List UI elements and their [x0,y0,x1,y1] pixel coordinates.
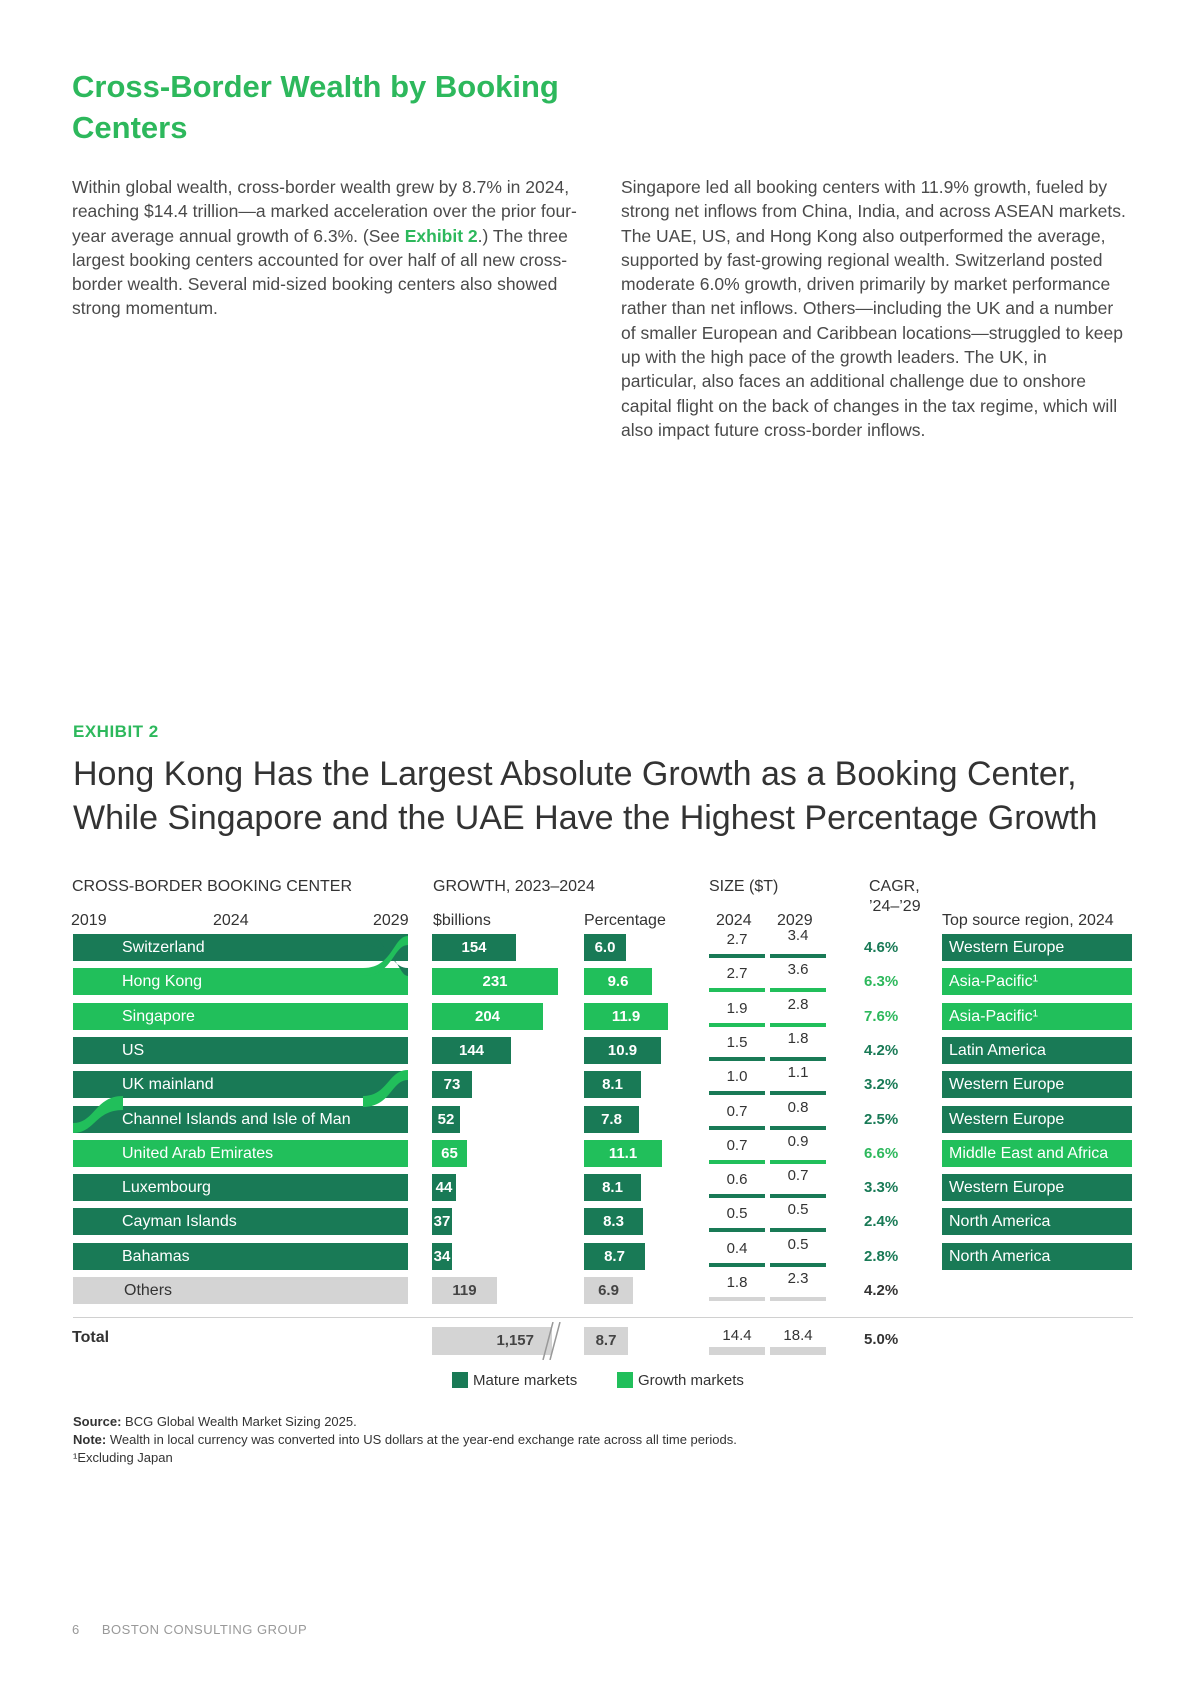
size-2029-bar-hong-kong [770,988,826,992]
size-2029-bahamas: 0.5 [787,1236,809,1253]
growth-billions-bar-hong-kong: 231 [432,968,558,995]
growth-percentage-bar-united-arab-emirates: 11.1 [584,1140,662,1167]
size-2029-bar-channel-islands-and-isle-of-man [770,1126,826,1130]
size-2024-united-arab-emirates: 0.7 [726,1137,748,1154]
cagr-others: 4.2% [864,1282,899,1299]
legend-mature-label: Mature markets [473,1372,578,1389]
exhibit-title: Hong Kong Has the Largest Absolute Growth as a Booking Center, While Singapore and the UAE Have the Highest Percentage Growth [73,755,1098,837]
size-2029-others: 2.3 [787,1270,809,1287]
cagr-us: 4.2% [864,1042,899,1059]
source-region-subheader: Top source region, 2024 [942,912,1114,929]
cagr-switzerland: 4.6% [864,939,899,956]
size-2029-hong-kong: 3.6 [787,961,809,978]
cagr-hong-kong: 6.3% [864,973,899,990]
size-2029-bar-luxembourg [770,1194,826,1198]
center-label-singapore: Singapore [122,1008,195,1025]
growth-percentage-bar-bahamas: 8.7 [584,1243,645,1270]
total-size-2024-bar [709,1347,765,1355]
source-notes [73,1413,737,1467]
center-label-luxembourg: Luxembourg [122,1179,211,1196]
page-number: 6 [72,1622,80,1637]
intro-paragraph [72,175,577,321]
publisher-name: BOSTON CONSULTING GROUP [101,1622,308,1637]
size-2029-singapore: 2.8 [787,996,809,1013]
size-2024-channel-islands-and-isle-of-man: 0.7 [726,1103,748,1120]
center-label-channel-islands-and-isle-of-man: Channel Islands and Isle of Man [122,1111,351,1128]
growth-percentage-bar-uk-mainland: 8.1 [584,1071,641,1098]
cagr-uk-mainland: 3.2% [864,1076,899,1093]
year-2024-label: 2024 [213,912,249,929]
size-2029-bar-united-arab-emirates [770,1160,826,1164]
legend-mature-swatch [452,1372,468,1388]
center-label-bahamas: Bahamas [122,1248,190,1265]
size-2024-bar-channel-islands-and-isle-of-man [709,1126,765,1130]
size-2024-bar-cayman-islands [709,1228,765,1232]
growth-billions-bar-uk-mainland: 73 [432,1071,472,1098]
header-growth: GROWTH, 2023–2024 [433,878,595,895]
growth-billions-bar-switzerland: 154 [432,934,516,961]
source-region-uk-mainland: Western Europe [942,1071,1132,1098]
uae-rank-crossover-left [73,1096,123,1133]
growth-percentage-bar-singapore: 11.9 [584,1003,668,1030]
header-cagr-line2: ’24–’29 [869,898,921,915]
source-region-bahamas: North America [942,1243,1132,1270]
size-2029-bar-singapore [770,1023,826,1027]
total-size-2024: 14.4 [722,1327,752,1344]
note-text: Wealth in local currency was converted into US dollars at the year-end exchange rate across all time periods. [109,1432,737,1447]
size-2029-united-arab-emirates: 0.9 [787,1133,809,1150]
legend-growth-label: Growth markets [638,1372,744,1389]
year-2029-label: 2029 [373,912,409,929]
size-2024-bar-bahamas [709,1263,765,1267]
legend-growth-swatch [617,1372,633,1388]
growth-percentage-bar-switzerland: 6.0 [584,934,626,961]
billions-subheader: $billions [433,912,491,929]
source-region-luxembourg: Western Europe [942,1174,1132,1201]
center-label-uk-mainland: UK mainland [122,1076,214,1093]
percentage-subheader: Percentage [584,912,666,929]
exhibit-reference-link[interactable]: Exhibit 2 [404,225,478,246]
size-2024-others: 1.8 [726,1274,748,1291]
source-region-channel-islands-and-isle-of-man: Western Europe [942,1106,1132,1133]
cagr-united-arab-emirates: 6.6% [864,1145,899,1162]
cagr-cayman-islands: 2.4% [864,1213,899,1230]
size-2024-luxembourg: 0.6 [726,1171,748,1188]
header-cagr-line1: CAGR, [869,878,920,895]
source-region-hong-kong: Asia-Pacific¹ [942,968,1132,995]
center-label-others: Others [124,1282,173,1299]
size-2029-cayman-islands: 0.5 [787,1201,809,1218]
size-2024-us: 1.5 [726,1034,748,1051]
size-2024-hong-kong: 2.7 [726,965,748,982]
source-text: BCG Global Wealth Market Sizing 2025. [125,1414,357,1429]
source-region-us: Latin America [942,1037,1132,1064]
header-size: SIZE ($T) [709,878,779,895]
cagr-bahamas: 2.8% [864,1248,899,1265]
size-2024-bar-switzerland [709,954,765,958]
size-2024-subheader: 2024 [716,912,752,929]
center-label-hong-kong: Hong Kong [122,973,203,990]
rank-crossover-lines [73,930,408,1180]
total-size-2029-bar [770,1347,826,1355]
center-label-switzerland: Switzerland [122,939,205,956]
intro-text-b: .) The three largest booking centers accounted for over half of all new cross-border wealth. Several mid-sized booking centers also showed strong momentum. [72,225,568,319]
total-divider [73,1317,1133,1318]
cagr-channel-islands-and-isle-of-man: 2.5% [864,1111,899,1128]
total-growth-bar: 1,157 [432,1327,552,1355]
cagr-singapore: 7.6% [864,1008,899,1025]
header-booking-center: CROSS-BORDER BOOKING CENTER [72,878,353,895]
size-2029-switzerland: 3.4 [787,927,809,944]
total-label: Total [72,1329,110,1346]
axis-break-icon [541,1322,563,1360]
size-2024-switzerland: 2.7 [726,931,748,948]
size-2029-luxembourg: 0.7 [787,1167,809,1184]
section-title: Cross-Border Wealth by Booking Centers [72,69,559,145]
total-size-2029: 18.4 [783,1327,813,1344]
growth-billions-bar-us: 144 [432,1037,511,1064]
cagr-luxembourg: 3.3% [864,1179,899,1196]
growth-billions-bar-luxembourg: 44 [432,1174,456,1201]
uae-rank-crossover-right [363,1070,408,1107]
size-2029-bar-cayman-islands [770,1228,826,1232]
growth-billions-bar-cayman-islands: 37 [432,1208,452,1235]
size-2024-cayman-islands: 0.5 [726,1205,748,1222]
size-2029-bar-switzerland [770,954,826,958]
size-2029-subheader: 2029 [777,912,813,929]
source-region-united-arab-emirates: Middle East and Africa [942,1140,1132,1167]
size-2029-bar-bahamas [770,1263,826,1267]
growth-billions-bar-united-arab-emirates: 65 [432,1140,467,1167]
size-2029-bar-others [770,1297,826,1301]
size-2024-bar-us [709,1057,765,1061]
source-region-switzerland: Western Europe [942,934,1132,961]
size-2024-bar-luxembourg [709,1194,765,1198]
source-region-singapore: Asia-Pacific¹ [942,1003,1132,1030]
source-region-cayman-islands: North America [942,1208,1132,1235]
size-2024-singapore: 1.9 [726,1000,748,1017]
page-footer [72,1622,307,1637]
intro-text-a: Within global wealth, cross-border wealth grew by 8.7% in 2024, reaching $14.4 trillion—a marked acceleration over the prior four-year average annual growth of 6.3%. (See [72,177,577,246]
size-2024-bar-singapore [709,1023,765,1027]
size-2029-bar-us [770,1057,826,1061]
size-2024-bar-uk-mainland [709,1091,765,1095]
singapore-paragraph: Singapore led all booking centers with 11.9% growth, fueled by strong net inflows from China, India, and across ASEAN markets. The UAE, US, and Hong Kong also outperformed the average, supported by fast-growing regional wealth. Switzerland posted moderate 6.0% growth, driven primarily by market performance rather than net inflows. Others—including the UK and a number of smaller European and Caribbean locations—struggled to keep up with the high pace of the growth leaders. The UK, in particular, also faces an additional challenge due to onshore capital flight on the back of changes in the tax regime, which will also impact future cross-border inflows. [621,177,1126,440]
growth-percentage-bar-others: 6.9 [584,1277,633,1304]
note-label: Note: [73,1432,107,1447]
center-label-us: US [122,1042,145,1059]
source-label: Source: [73,1414,122,1429]
exhibit-label: EXHIBIT 2 [73,722,159,741]
growth-billions-bar-singapore: 204 [432,1003,543,1030]
year-2019-label: 2019 [71,912,107,929]
total-pct-bar: 8.7 [584,1327,628,1355]
size-2029-us: 1.8 [787,1030,809,1047]
size-2029-uk-mainland: 1.1 [787,1064,809,1081]
size-2024-bar-hong-kong [709,988,765,992]
total-cagr: 5.0% [864,1331,899,1348]
size-2024-uk-mainland: 1.0 [726,1068,748,1085]
center-label-cayman-islands: Cayman Islands [122,1213,237,1230]
size-2029-channel-islands-and-isle-of-man: 0.8 [787,1099,809,1116]
growth-percentage-bar-channel-islands-and-isle-of-man: 7.8 [584,1106,639,1133]
size-2029-bar-uk-mainland [770,1091,826,1095]
growth-percentage-bar-us: 10.9 [584,1037,661,1064]
size-2024-bar-others [709,1297,765,1301]
growth-percentage-bar-cayman-islands: 8.3 [584,1208,643,1235]
growth-percentage-bar-luxembourg: 8.1 [584,1174,641,1201]
size-2024-bar-united-arab-emirates [709,1160,765,1164]
center-label-united-arab-emirates: United Arab Emirates [122,1145,274,1162]
footnote: ¹Excluding Japan [73,1450,173,1465]
growth-billions-bar-channel-islands-and-isle-of-man: 52 [432,1106,460,1133]
size-2024-bahamas: 0.4 [726,1240,748,1257]
growth-percentage-bar-hong-kong: 9.6 [584,968,652,995]
growth-billions-bar-others: 119 [432,1277,497,1304]
growth-billions-bar-bahamas: 34 [432,1243,452,1270]
